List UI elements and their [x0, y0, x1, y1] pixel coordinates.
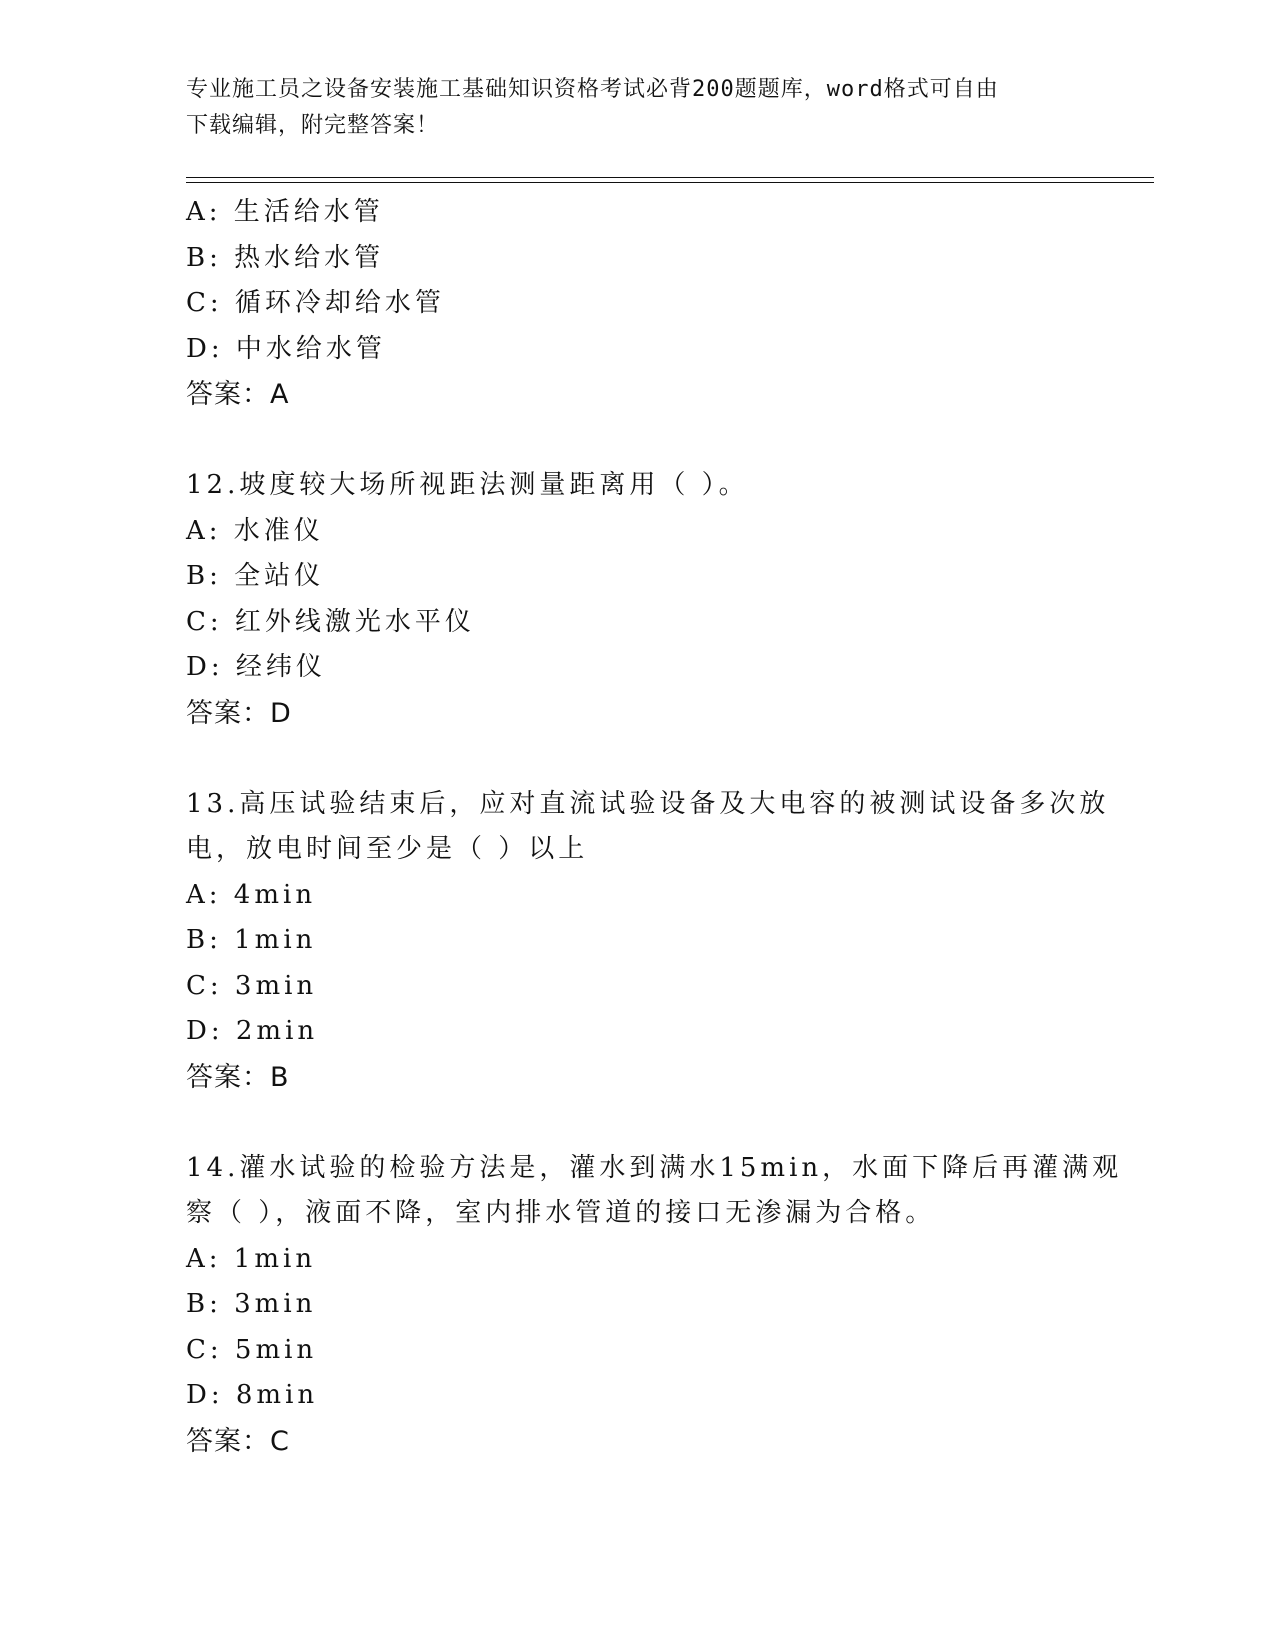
option-b: B: 3min — [186, 1289, 317, 1319]
header-divider-top — [186, 177, 1154, 178]
document-header — [186, 72, 1066, 144]
spacer — [186, 1100, 1086, 1146]
question-11 — [186, 190, 1086, 418]
option-b: B: 全站仪 — [186, 561, 325, 591]
answer-line: 答案：C — [186, 1425, 290, 1457]
option-a: A: 生活给水管 — [186, 197, 384, 227]
option-b: B: 1min — [186, 925, 317, 955]
question-text-line-2: 电，放电时间至少是（ ）以上 — [186, 834, 589, 864]
question-text-line-1: 14.灌水试验的检验方法是，灌水到满水15min，水面下降后再灌满观 — [186, 1152, 1123, 1183]
question-12 — [186, 463, 1086, 736]
option-c: C: 3min — [186, 970, 318, 1001]
option-d: D: 中水给水管 — [186, 333, 386, 364]
question-text-line-1: 13.高压试验结束后，应对直流试验设备及大电容的被测试设备多次放 — [186, 788, 1110, 819]
option-d: D: 经纬仪 — [186, 652, 326, 682]
question-14 — [186, 1146, 1123, 1465]
question-13 — [186, 782, 1110, 1101]
answer-line: 答案：D — [186, 697, 292, 729]
header-title-line-2: 下载编辑，附完整答案！ — [186, 113, 440, 138]
option-c: C: 循环冷却给水管 — [186, 288, 445, 318]
header-title-line-1: 专业施工员之设备安装施工基础知识资格考试必背200题题库，word格式可自由 — [186, 77, 999, 102]
answer-line: 答案：A — [186, 379, 290, 410]
spacer — [186, 736, 1086, 782]
option-c: C: 红外线激光水平仪 — [186, 606, 475, 637]
question-text: 12.坡度较大场所视距法测量距离用（ ）。 — [186, 470, 749, 500]
answer-line: 答案：B — [186, 1061, 290, 1093]
option-d: D: 2min — [186, 1016, 319, 1046]
spacer — [186, 418, 1086, 464]
option-c: C: 5min — [186, 1334, 318, 1365]
question-list — [186, 190, 1123, 1464]
option-a: A: 4min — [186, 879, 317, 910]
option-a: A: 水准仪 — [186, 515, 324, 546]
option-a: A: 1min — [186, 1243, 317, 1274]
option-b: B: 热水给水管 — [186, 242, 385, 273]
option-d: D: 8min — [186, 1380, 319, 1410]
header-divider-bottom — [186, 182, 1154, 183]
question-text-line-2: 察（ ），液面不降，室内排水管道的接口无渗漏为合格。 — [186, 1198, 936, 1228]
